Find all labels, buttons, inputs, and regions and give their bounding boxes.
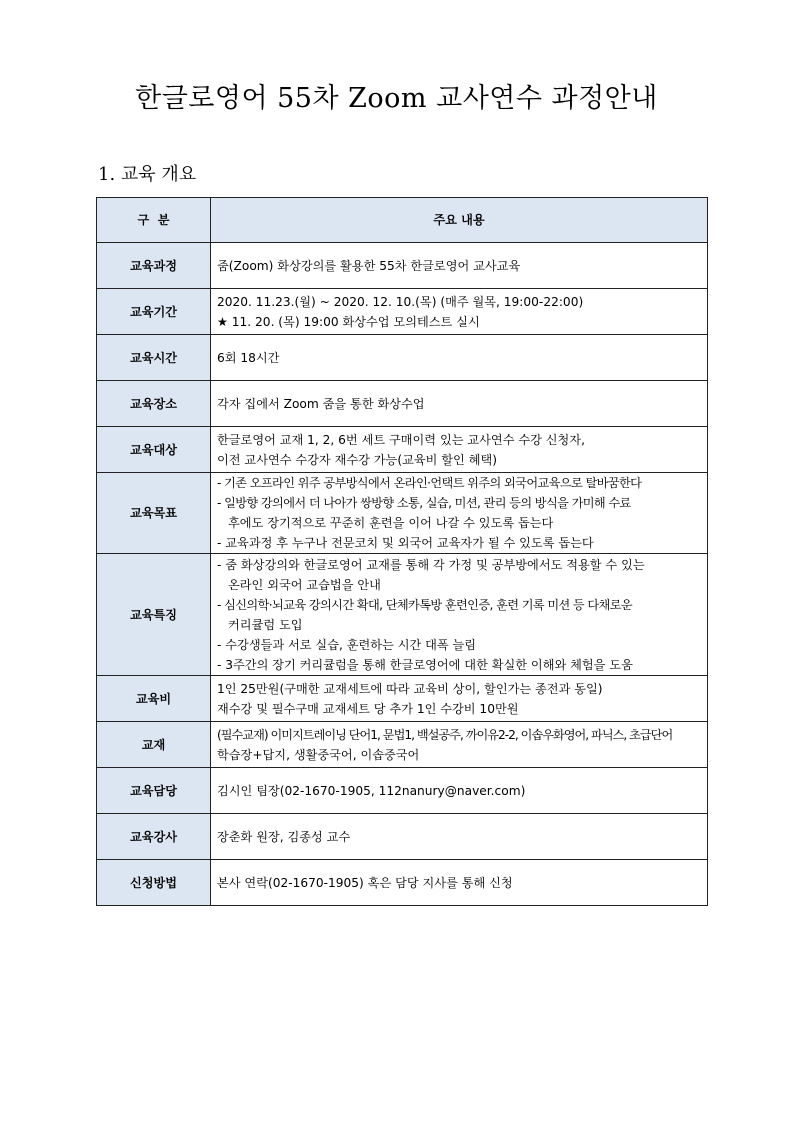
overview-table [96, 197, 708, 906]
content-line: 커리큘럼 도입 [228, 617, 303, 632]
row-label: 교육장소 [97, 381, 211, 427]
content-line: 후에도 장기적으로 꾸준히 훈련을 이어 나갈 수 있도록 돕는다 [228, 516, 554, 530]
content-line: ★ 11. 20. (목) 19:00 화상수업 모의테스트 실시 [217, 314, 480, 329]
row-content [211, 814, 708, 860]
section-heading: 1. 교육 개요 [98, 164, 197, 185]
row-label: 교육과정 [97, 243, 211, 289]
table-row [97, 860, 708, 906]
content-line: 6회 18시간 [217, 350, 280, 365]
content-line: - 교육과정 후 누구나 전문코치 및 외국어 교육자가 될 수 있도록 돕는다 [217, 536, 594, 550]
header-content: 주요 내용 [211, 198, 708, 243]
row-content [211, 289, 708, 335]
row-content [211, 381, 708, 427]
table-row [97, 335, 708, 381]
content-line: 2020. 11.23.(월) ~ 2020. 12. 10.(목) (매주 월목, 19:00-22:00) [217, 294, 584, 309]
content-line: 한글로영어 교재 1, 2, 6번 세트 구매이력 있는 교사연수 수강 신청자, [217, 432, 585, 447]
content-line: 줌(Zoom) 화상강의를 활용한 55차 한글로영어 교사교육 [217, 258, 521, 273]
row-label: 교육대상 [97, 427, 211, 473]
row-content [211, 473, 708, 554]
content-line: 1인 25만원(구매한 교재세트에 따라 교육비 상이, 할인가는 종전과 동일) [217, 681, 603, 696]
row-label: 교육목표 [97, 473, 211, 554]
content-line: - 일방향 강의에서 더 나아가 쌍방향 소통, 실습, 미션, 관리 등의 방식을 가미해 수료 [217, 496, 631, 510]
table-row [97, 814, 708, 860]
page-title: 한글로영어 55차 Zoom 교사연수 과정안내 [135, 83, 658, 114]
header-category: 구 분 [97, 198, 211, 243]
table-header-row [97, 198, 708, 243]
row-content [211, 554, 708, 676]
row-label: 교육비 [97, 676, 211, 722]
table-row [97, 289, 708, 335]
row-content [211, 722, 708, 768]
content-line: - 수강생들과 서로 실습, 훈련하는 시간 대폭 늘림 [217, 637, 477, 652]
content-line: 김시인 팀장(02-1670-1905, 112nanury@naver.com) [217, 783, 526, 798]
table-row [97, 722, 708, 768]
content-line: 재수강 및 필수구매 교재세트 당 추가 1인 수강비 10만원 [217, 701, 519, 716]
row-label: 교육시간 [97, 335, 211, 381]
content-line: 장춘화 원장, 김종성 교수 [217, 829, 351, 844]
row-content [211, 335, 708, 381]
table-row [97, 554, 708, 676]
content-line: - 3주간의 장기 커리큘럼을 통해 한글로영어에 대한 확실한 이해와 체험을 도움 [217, 657, 633, 672]
table-row [97, 676, 708, 722]
row-content [211, 676, 708, 722]
row-content [211, 860, 708, 906]
row-label: 교육강사 [97, 814, 211, 860]
content-line: 이전 교사연수 수강자 재수강 가능(교육비 할인 혜택) [217, 452, 497, 467]
row-label: 교육특징 [97, 554, 211, 676]
row-content [211, 243, 708, 289]
content-line: - 심신의학·뇌교육 강의시간 확대, 단체카톡방 훈련인증, 훈련 기록 미션 등 다채로운 [217, 597, 633, 612]
row-label: 교육담당 [97, 768, 211, 814]
content-line: - 줌 화상강의와 한글로영어 교재를 통해 각 가정 및 공부방에서도 적용할 수 있는 [217, 557, 645, 572]
row-content [211, 427, 708, 473]
table-row [97, 243, 708, 289]
content-line: 온라인 외국어 교습법을 안내 [228, 577, 381, 592]
content-line: (필수교재) 이미지트레이닝 단어1, 문법1, 백설공주, 까이유2-2, 이솝우화영어, 파닉스, 초급단어 [217, 727, 673, 742]
content-line: 본사 연락(02-1670-1905) 혹은 담당 지사를 통해 신청 [217, 875, 513, 890]
table-row [97, 768, 708, 814]
content-line: 학습장+답지, 생활중국어, 이솝중국어 [217, 747, 420, 762]
content-line: 각자 집에서 Zoom 줌을 통한 화상수업 [217, 396, 425, 411]
row-label: 교재 [97, 722, 211, 768]
table-row [97, 473, 708, 554]
row-label: 신청방법 [97, 860, 211, 906]
content-line: - 기존 오프라인 위주 공부방식에서 온라인·언택트 위주의 외국어교육으로 탈바꿈한다 [217, 476, 642, 490]
table-row [97, 381, 708, 427]
row-label: 교육기간 [97, 289, 211, 335]
table-row [97, 427, 708, 473]
row-content [211, 768, 708, 814]
